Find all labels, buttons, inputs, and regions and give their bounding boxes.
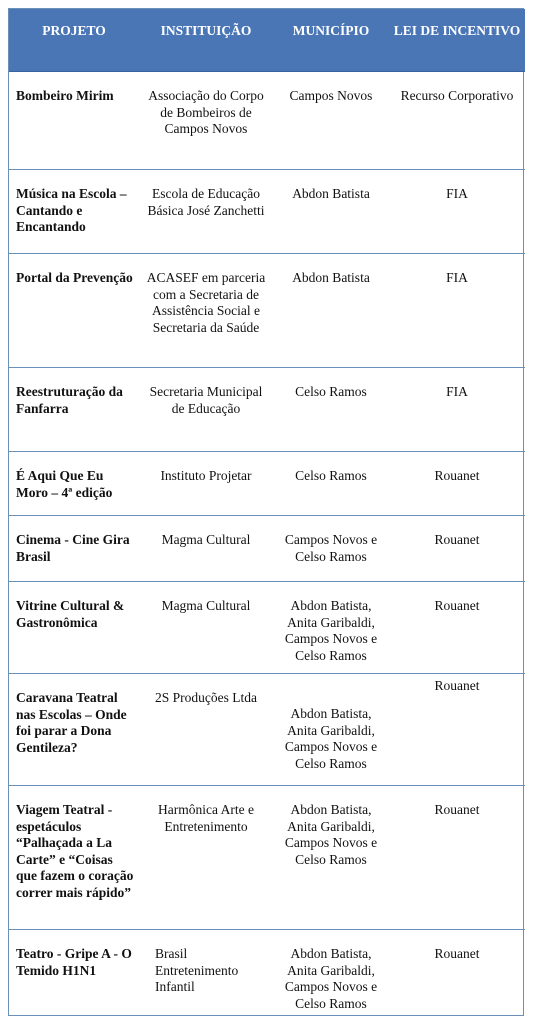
header-row [9, 9, 525, 72]
cell-lei: Rouanet [389, 674, 525, 786]
table-row [9, 674, 525, 786]
cell-projeto: Teatro - Gripe A - O Temido H1N1 [16, 946, 132, 978]
cell-instituicao: Secretaria Municipal de Educação [139, 368, 273, 452]
cell-municipio: Abdon Batista [273, 170, 389, 254]
table-row [9, 786, 525, 930]
cell-lei: Rouanet [389, 582, 525, 674]
projects-table-frame [8, 8, 524, 1016]
cell-projeto: Caravana Teatral nas Escolas – Onde foi parar a Dona Gentileza? [9, 674, 139, 786]
cell-instituicao: Magma Cultural [139, 516, 273, 582]
cell-lei: Rouanet [389, 452, 525, 516]
cell-municipio: Celso Ramos [273, 368, 389, 452]
cell-municipio: Abdon Batista, Anita Garibaldi, Campos Novos e Celso Ramos [273, 582, 389, 674]
cell-municipio: Campos Novos [273, 72, 389, 170]
table-row [9, 170, 525, 254]
projects-table [9, 9, 525, 1020]
table-row [9, 368, 525, 452]
cell-projeto: Portal da Prevenção [9, 254, 139, 368]
cell-municipio: Abdon Batista, Anita Garibaldi, Campos Novos e Celso Ramos [273, 674, 389, 786]
cell-projeto: Vitrine Cultural & Gastronômica [9, 582, 139, 674]
cell-instituicao: Associação do Corpo de Bombeiros de Campos Novos [139, 72, 273, 170]
cell-municipio: Abdon Batista, Anita Garibaldi, Campos Novos e Celso Ramos [273, 786, 389, 930]
cell-instituicao: Harmônica Arte e Entretenimento [139, 786, 273, 930]
cell-projeto: Bombeiro Mirim [9, 72, 139, 170]
cell-lei: FIA [389, 170, 525, 254]
table-row [9, 516, 525, 582]
cell-municipio: Abdon Batista, Anita Garibaldi, Campos Novos e Celso Ramos [284, 946, 378, 1011]
cell-projeto: Cinema - Cine Gira Brasil [9, 516, 139, 582]
cell-lei: Rouanet [389, 786, 525, 930]
cell-municipio: Celso Ramos [273, 452, 389, 516]
cell-instituicao: Magma Cultural [139, 582, 273, 674]
cell-instituicao: Brasil Entretenimento Infantil [155, 946, 239, 994]
cell-lei: Rouanet [389, 516, 525, 582]
cell-lei: Rouanet [434, 946, 480, 961]
cell-instituicao: 2S Produções Ltda [139, 674, 273, 786]
cell-lei: FIA [389, 368, 525, 452]
cell-projeto: Música na Escola – Cantando e Encantando [9, 170, 139, 254]
cell-municipio: Abdon Batista [273, 254, 389, 368]
table-row [9, 930, 525, 1020]
header-instituicao: INSTITUIÇÃO [139, 9, 273, 72]
cell-lei: FIA [389, 254, 525, 368]
cell-instituicao: Instituto Projetar [139, 452, 273, 516]
cell-instituicao: Escola de Educação Básica José Zanchetti [139, 170, 273, 254]
header-projeto: PROJETO [9, 9, 139, 72]
cell-lei: Recurso Corporativo [389, 72, 525, 170]
cell-instituicao: ACASEF em parceria com a Secretaria de Assistência Social e Secretaria da Saúde [139, 254, 273, 368]
cell-projeto: É Aqui Que Eu Moro – 4ª edição [9, 452, 139, 516]
cell-projeto: Reestruturação da Fanfarra [9, 368, 139, 452]
table-row [9, 72, 525, 170]
table-row [9, 254, 525, 368]
cell-projeto: Viagem Teatral - espetáculos “Palhaçada a La Carte” e “Coisas que fazem o coração correr mais rápido” [9, 786, 139, 930]
header-municipio: MUNICÍPIO [273, 9, 389, 72]
table-row [9, 582, 525, 674]
header-lei: LEI DE INCENTIVO [389, 9, 525, 72]
cell-municipio: Campos Novos e Celso Ramos [273, 516, 389, 582]
table-row [9, 452, 525, 516]
